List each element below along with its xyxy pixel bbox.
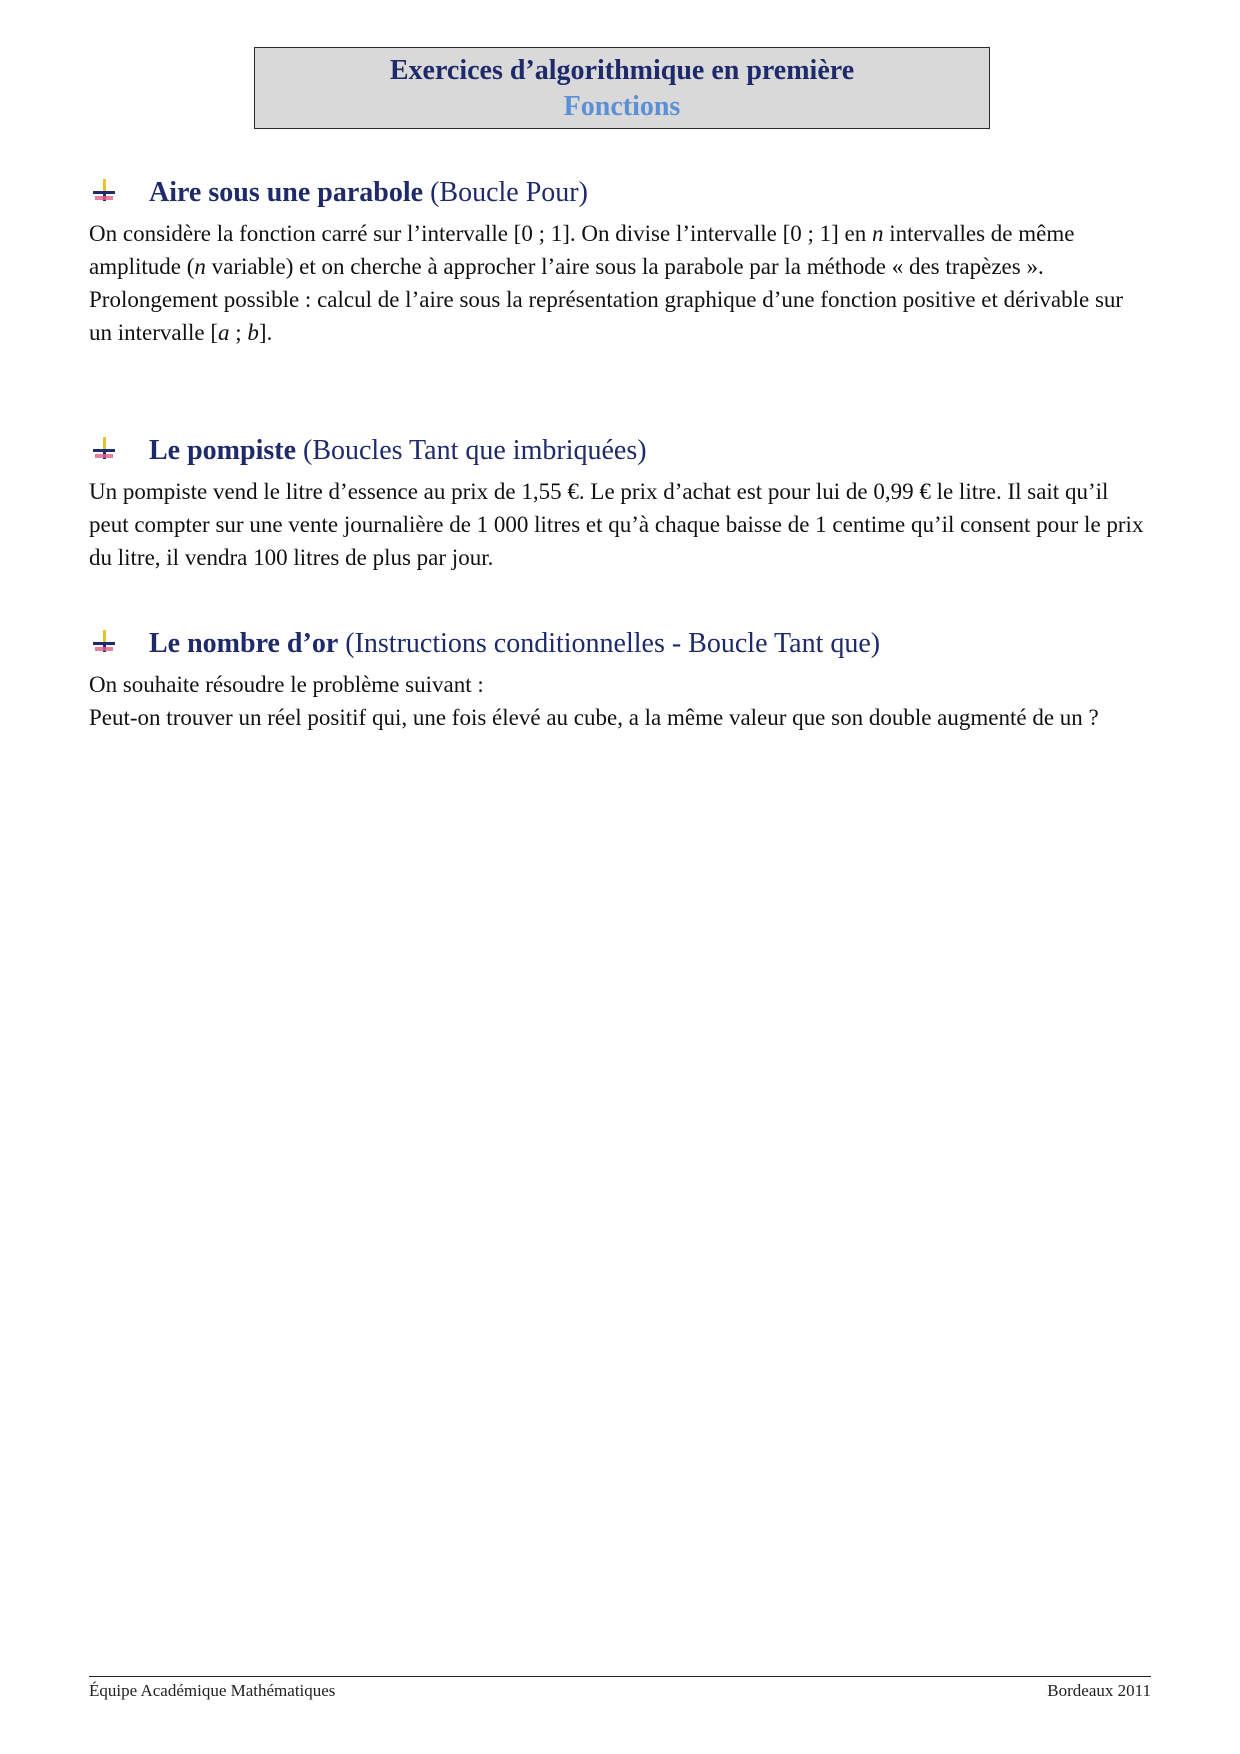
- section-title-bold: Le nombre d’or: [149, 628, 339, 659]
- section-aire-parabole: [89, 171, 1149, 349]
- footer-divider: [89, 1676, 1151, 1677]
- section-heading: [89, 622, 1149, 666]
- pushpin-icon: [93, 630, 115, 654]
- section-pompiste: [89, 429, 1149, 574]
- section-title-detail: (Instructions conditionnelles - Boucle Tant que): [345, 628, 881, 659]
- paragraph: Un pompiste vend le litre d’essence au prix de 1,55 €. Le prix d’achat est pour lui de 0,99 € le litre. Il sait qu’il peut compter sur une vente journalière de 1 000 litres et qu’à chaque baisse de 1 centime qu’il consent pour le prix du litre, il vendra 100 litres de plus par jour.: [89, 479, 1144, 570]
- paragraph: Peut-on trouver un réel positif qui, une fois élevé au cube, a la même valeur que son double augmenté de un ?: [89, 705, 1099, 730]
- section-title-bold: Le pompiste: [149, 435, 296, 466]
- document-title: Exercices d’algorithmique en première: [389, 55, 855, 86]
- footer-author: Équipe Académique Mathématiques: [89, 1681, 336, 1700]
- document-title-box: [254, 47, 990, 129]
- section-title-detail: (Boucles Tant que imbriquées): [303, 435, 647, 466]
- pushpin-icon: [93, 437, 115, 461]
- section-heading: [89, 171, 1149, 215]
- section-heading: [89, 429, 1149, 473]
- paragraph: Prolongement possible : calcul de l’aire sous la représentation graphique d’une fonction positive et dérivable sur un intervalle [a ; b].: [89, 287, 1124, 345]
- section-nombre-or: [89, 622, 1149, 734]
- footer-place-year: Bordeaux 2011: [1047, 1681, 1151, 1700]
- paragraph: On souhaite résoudre le problème suivant :: [89, 672, 484, 697]
- pushpin-icon: [93, 179, 115, 203]
- paragraph: On considère la fonction carré sur l’intervalle [0 ; 1]. On divise l’intervalle [0 ; 1] en n intervalles de même amplitude (n variable) et on cherche à approcher l’aire sous la parabole par la méthode « des trapèzes ».: [89, 221, 1075, 279]
- section-title-bold: Aire sous une parabole: [149, 177, 424, 208]
- section-title-detail: (Boucle Pour): [430, 177, 588, 208]
- document-subtitle: Fonctions: [563, 91, 681, 122]
